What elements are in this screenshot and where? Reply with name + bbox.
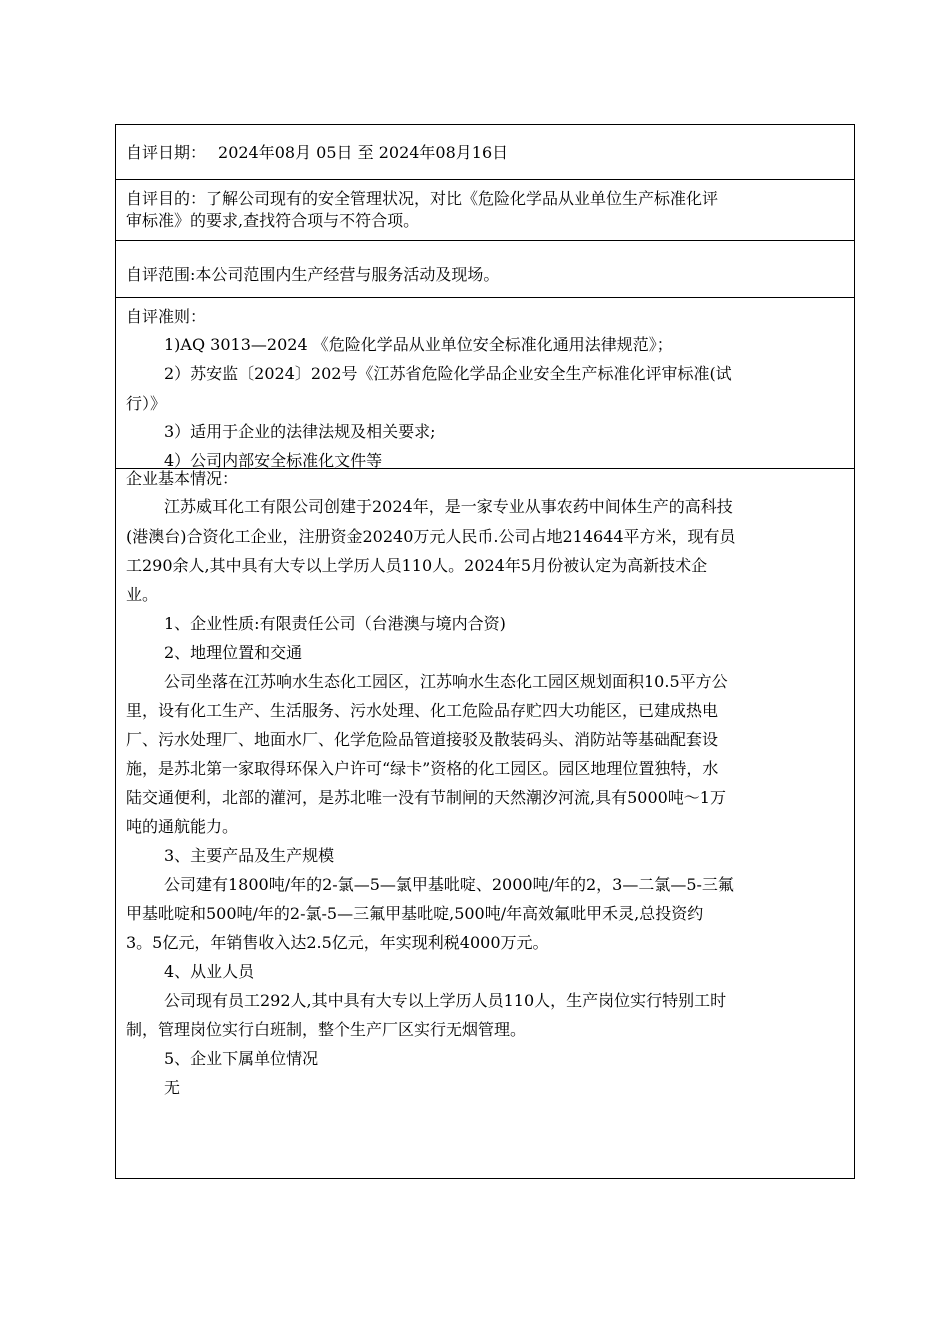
- date-value: 2024年08月 05日 至 2024年08月16日: [218, 143, 509, 162]
- location-paragraph: 公司坐落在江苏响水生态化工园区，江苏响水生态化工园区规划面积10.5平方公: [164, 672, 728, 691]
- basic-info-title: 企业基本情况：: [126, 469, 239, 488]
- products-heading: 3、主要产品及生产规模: [164, 846, 335, 865]
- purpose-line: 审标准》的要求,查找符合项与不符合项。: [126, 211, 420, 230]
- scope-section: [116, 241, 854, 298]
- date-line: [126, 143, 848, 163]
- staff-paragraph: 公司现有员工292人,其中具有大专以上学历人员110人，生产岗位实行特别工时: [164, 991, 727, 1010]
- scope-text: 自评范围:本公司范围内生产经营与服务活动及现场。: [126, 265, 500, 284]
- criteria-section: [116, 298, 854, 469]
- criteria-title: 自评准则：: [126, 307, 207, 326]
- products-paragraph: 公司建有1800吨/年的2-氯—5—氯甲基吡啶、2000吨/年的2，3—二氯—5-三氟: [164, 875, 734, 894]
- basic-paragraph: (港澳台)合资化工企业，注册资金20240万元人民币.公司占地214644平方米，现有员: [126, 527, 736, 546]
- location-heading: 2、地理位置和交通: [164, 643, 303, 662]
- products-paragraph: 3。5亿元，年销售收入达2.5亿元，年实现利税4000万元。: [126, 933, 549, 952]
- criteria-item: 3）适用于企业的法律法规及相关要求;: [164, 422, 436, 441]
- criteria-item: 2）苏安监〔2024〕202号《江苏省危险化学品企业安全生产标准化评审标准(试: [164, 364, 732, 383]
- subsidiaries-heading: 5、企业下属单位情况: [164, 1049, 319, 1068]
- basic-paragraph: 工290余人,其中具有大专以上学历人员110人。2024年5月份被认定为高新技术企: [126, 556, 708, 575]
- basic-paragraph: 业。: [126, 585, 159, 604]
- date-label: 自评日期：: [126, 143, 207, 162]
- enterprise-nature-heading: 1、企业性质:有限责任公司（台港澳与境内合资): [164, 614, 506, 633]
- purpose-line: 自评目的：了解公司现有的安全管理状况，对比《危险化学品从业单位生产标准化评: [126, 189, 719, 208]
- basic-paragraph: 江苏威耳化工有限公司创建于2024年，是一家专业从事农药中间体生产的高科技: [164, 497, 733, 516]
- criteria-item: 4）公司内部安全标准化文件等: [164, 451, 383, 469]
- location-paragraph: 厂、污水处理厂、地面水厂、化学危险品管道接驳及散装码头、消防站等基础配套设: [126, 730, 719, 749]
- products-paragraph: 甲基吡啶和500吨/年的2-氯-5—三氟甲基吡啶,500吨/年高效氟吡甲禾灵,总投资约: [126, 904, 704, 923]
- date-section: [116, 125, 854, 180]
- criteria-item: 行）》: [126, 394, 167, 413]
- staff-paragraph: 制，管理岗位实行白班制，整个生产厂区实行无烟管理。: [126, 1020, 527, 1039]
- location-paragraph: 施，是苏北第一家取得环保入户许可“绿卡”资格的化工园区。园区地理位置独特，水: [126, 759, 719, 778]
- subsidiaries-text: 无: [164, 1078, 181, 1097]
- location-paragraph: 陆交通便利，北部的灌河，是苏北唯一没有节制闸的天然潮汐河流,具有5000吨～1万: [126, 788, 726, 807]
- location-paragraph: 里，设有化工生产、生活服务、污水处理、化工危险品存贮四大功能区，已建成热电: [126, 701, 719, 720]
- staff-heading: 4、从业人员: [164, 962, 255, 981]
- location-paragraph: 吨的通航能力。: [126, 817, 239, 836]
- purpose-section: [116, 180, 854, 241]
- basic-info-section: [116, 469, 854, 1178]
- self-evaluation-form: [115, 124, 855, 1179]
- criteria-item: 1)AQ 3013—2024 《危险化学品从业单位安全标准化通用法律规范》；: [164, 335, 673, 354]
